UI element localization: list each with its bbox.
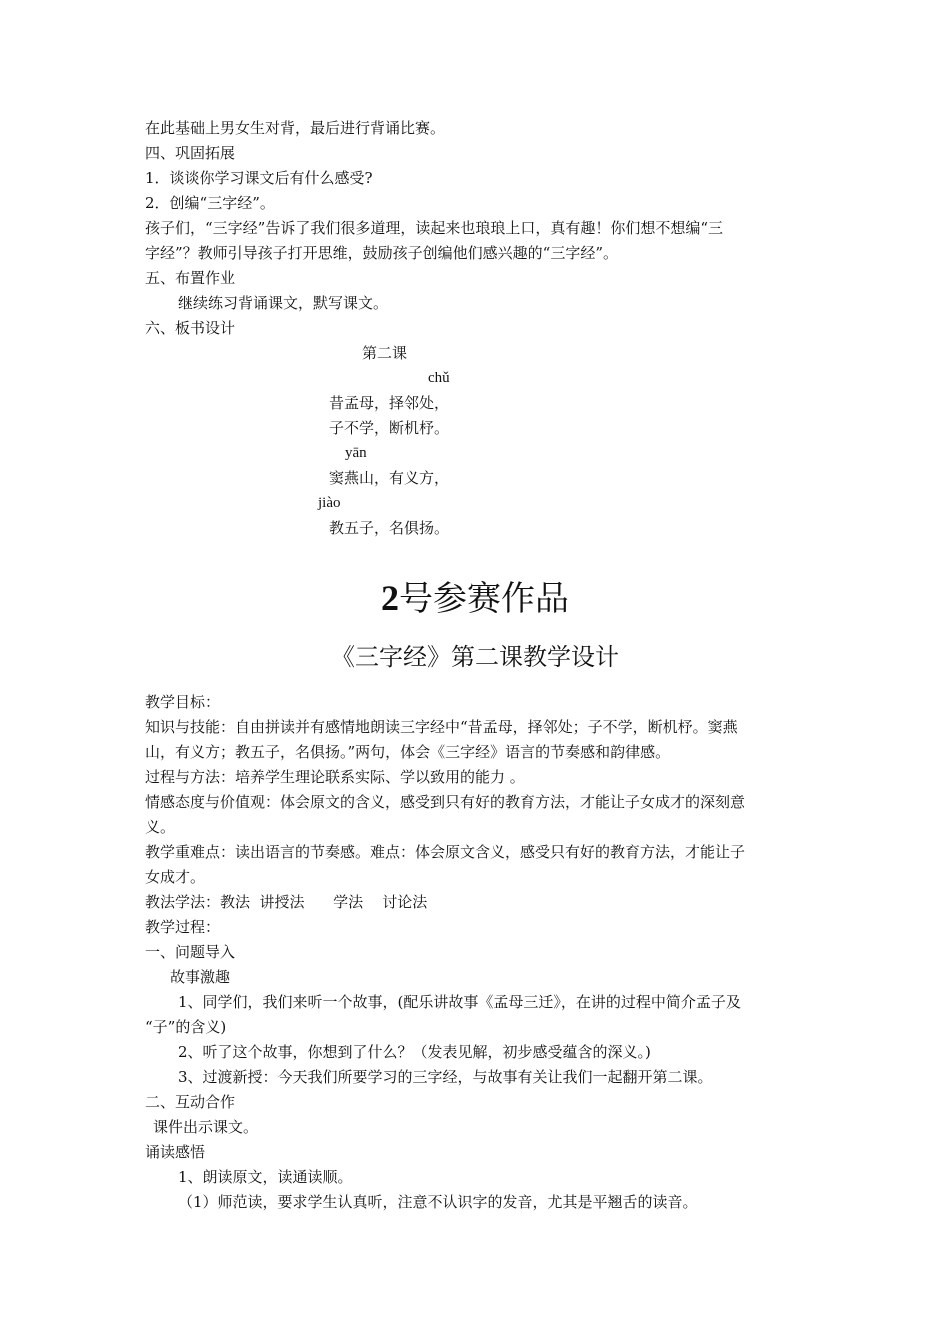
objective-process: 过程与方法：培养学生理论联系实际、学以致用的能力 。 [145,768,525,786]
board-line-2: 子不学，断机杼。 [329,419,450,437]
key-points-line1: 教学重难点：读出语言的节奏感。难点：体会原文含义，感受只有好的教育方法，才能让子 [145,843,746,861]
board-pinyin-jiao: jiào [318,495,341,511]
step-2: 2、听了这个故事，你想到了什么？（发表见解，初步感受蕴含的深义。) [178,1043,651,1061]
subheading-story: 故事激趣 [170,968,231,986]
section-heading-homework: 五、布置作业 [145,269,236,287]
paragraph-children-line2: 字经”？教师引导孩子打开思维，鼓励孩子创编他们感兴趣的“三字经”。 [145,244,619,262]
entry-heading [0,578,950,619]
teaching-objectives-label: 教学目标： [145,693,221,711]
list-item-talk-feelings: 1．谈谈你学习课文后有什么感受? [145,169,373,187]
objective-attitude-line1: 情感态度与价值观：体会原文的含义，感受到只有好的教育方法，才能让子女成才的深刻意 [145,793,746,811]
list-item-create-sanzijing: 2．创编“三字经”。 [145,194,275,212]
board-title: 第二课 [362,344,408,362]
paragraph-courseware: 课件出示课文。 [153,1118,259,1136]
board-pinyin-chu: chǔ [428,370,450,386]
step-3: 3、过渡新授：今天我们所要学习的三字经，与故事有关让我们一起翻开第二课。 [178,1068,713,1086]
objective-knowledge-line2: 山，有义方；教五子，名俱扬。”两句，体会《三字经》语言的节奏感和韵律感。 [145,743,671,761]
teaching-methods: 教法学法：教法 讲授法 学法 讨论法 [145,893,428,911]
board-line-1: 昔孟母，择邻处， [329,394,450,412]
step-1-line1: 1、同学们，我们来听一个故事，(配乐讲故事《孟母三迁》，在讲的过程中简介孟子及 [178,993,741,1011]
section-heading-board-design: 六、板书设计 [145,319,236,337]
section-heading-interaction: 二、互动合作 [145,1093,236,1111]
section-heading-consolidate: 四、巩固拓展 [145,144,236,162]
teaching-process-label: 教学过程： [145,918,221,936]
key-points-line2: 女成才。 [145,868,206,886]
subheading-recite: 诵读感悟 [145,1143,206,1161]
step-teacher-demo: （1）师范读，要求学生认真听，注意不认识字的发音，尤其是平翘舌的读音。 [178,1193,698,1211]
step-read-aloud: 1、朗读原文，读通读顺。 [178,1168,353,1186]
board-line-4: 教五子，名俱扬。 [329,519,450,537]
step-1-line2: “子”的含义) [145,1018,227,1036]
paragraph-recitation-contest: 在此基础上男女生对背，最后进行背诵比赛。 [145,119,446,137]
entry-number: 2 [381,578,399,618]
entry-title: 号参赛作品 [399,579,569,619]
board-line-3: 窦燕山，有义方， [329,469,450,487]
lesson-plan-title: 《三字经》第二课教学设计 [331,643,619,671]
paragraph-homework: 继续练习背诵课文，默写课文。 [178,294,389,312]
paragraph-children-line1: 孩子们，“三字经”告诉了我们很多道理，读起来也琅琅上口，真有趣！你们想不想编“三 [145,219,724,237]
objective-attitude-line2: 义。 [145,818,176,836]
section-heading-intro: 一、问题导入 [145,943,236,961]
objective-knowledge-line1: 知识与技能：自由拼读并有感情地朗读三字经中“昔孟母，择邻处；子不学，断机杼。窦燕 [145,718,738,736]
board-pinyin-yan: yān [345,445,367,461]
